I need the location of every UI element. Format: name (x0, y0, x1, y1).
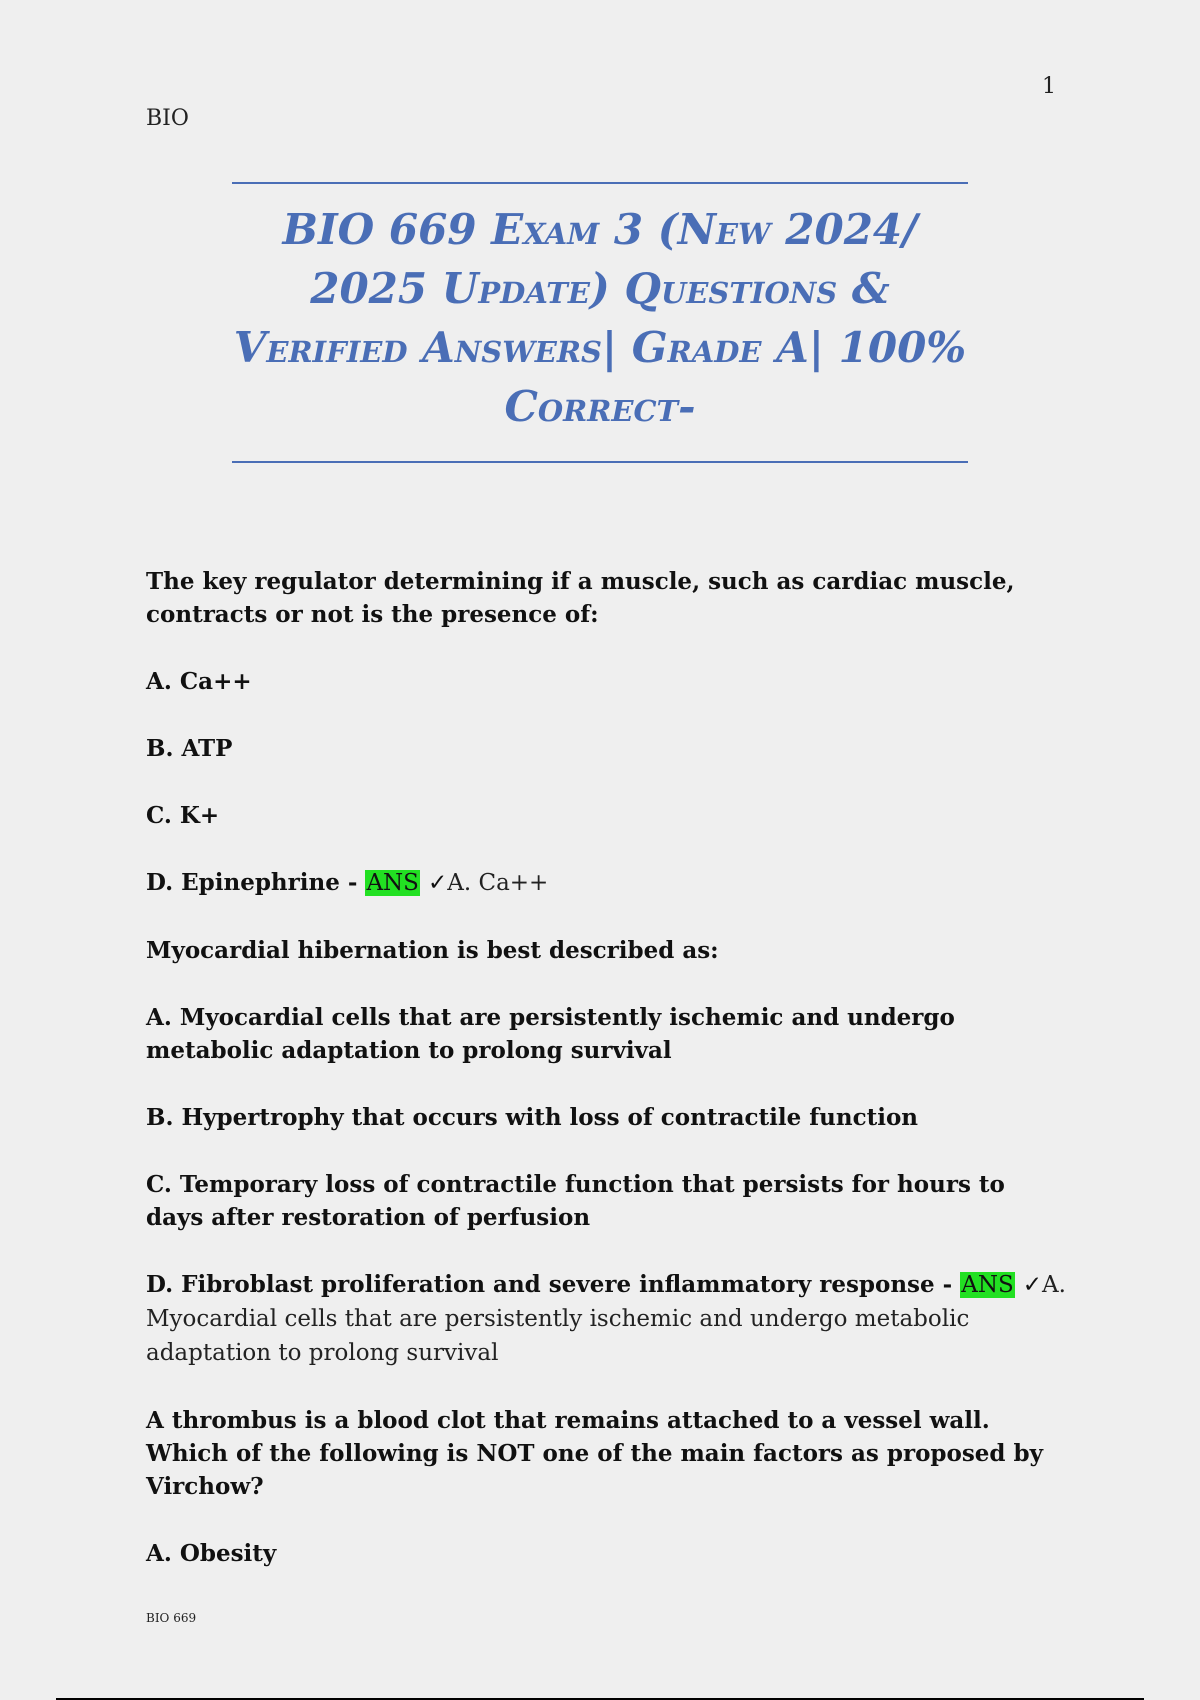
question-3-option-a: A. Obesity (146, 1540, 277, 1567)
answer-tag: ANS (366, 870, 419, 896)
page-number: 1 (1042, 74, 1056, 99)
question-1-option-b: B. ATP (146, 735, 233, 762)
question-2-option-d (146, 1268, 1066, 1370)
answer-tag: ANS (961, 1272, 1014, 1298)
title-line-2: 2025 Update) Questions & (310, 264, 890, 313)
title-line-1: BIO 669 Exam 3 (New 2024/ (282, 205, 918, 254)
header-label: BIO (146, 106, 189, 131)
question-1-option-d (146, 866, 1066, 900)
title-top-rule (232, 182, 968, 184)
question-1-stem: The key regulator determining if a muscle, such as cardiac muscle, contracts or not is the presence of: (146, 568, 1015, 628)
title-line-4: Correct- (504, 382, 696, 431)
question-3-stem: A thrombus is a blood clot that remains attached to a vessel wall. Which of the following is NOT one of the main factors as proposed by Virchow? (146, 1407, 1043, 1500)
check-icon: ✓ (1022, 1272, 1043, 1298)
question-2-option-d-text: D. Fibroblast proliferation and severe inflammatory response - (146, 1271, 953, 1298)
question-1-option-d-text: D. Epinephrine - (146, 869, 358, 896)
question-1-answer: A. Ca++ (447, 870, 549, 896)
question-2-option-c: C. Temporary loss of contractile function that persists for hours to days after restoration of perfusion (146, 1171, 1005, 1231)
question-1-option-a: A. Ca++ (146, 668, 252, 695)
question-2-option-b: B. Hypertrophy that occurs with loss of contractile function (146, 1104, 919, 1131)
question-2-stem: Myocardial hibernation is best described as: (146, 937, 719, 964)
document-body (146, 565, 1066, 1604)
title-line-3: Verified Answers| Grade A| 100% (233, 323, 967, 372)
footer-label: BIO 669 (146, 1611, 197, 1625)
check-icon: ✓ (427, 870, 448, 896)
question-2-option-a: A. Myocardial cells that are persistently ischemic and undergo metabolic adaptation to prolong survival (146, 1004, 955, 1064)
question-2-answer: A. Myocardial cells that are persistently ischemic and undergo metabolic adaptation to prolong survival (146, 1272, 1066, 1366)
document-title (200, 200, 1000, 436)
question-1-option-c: C. K+ (146, 802, 220, 829)
title-bottom-rule (232, 461, 968, 463)
